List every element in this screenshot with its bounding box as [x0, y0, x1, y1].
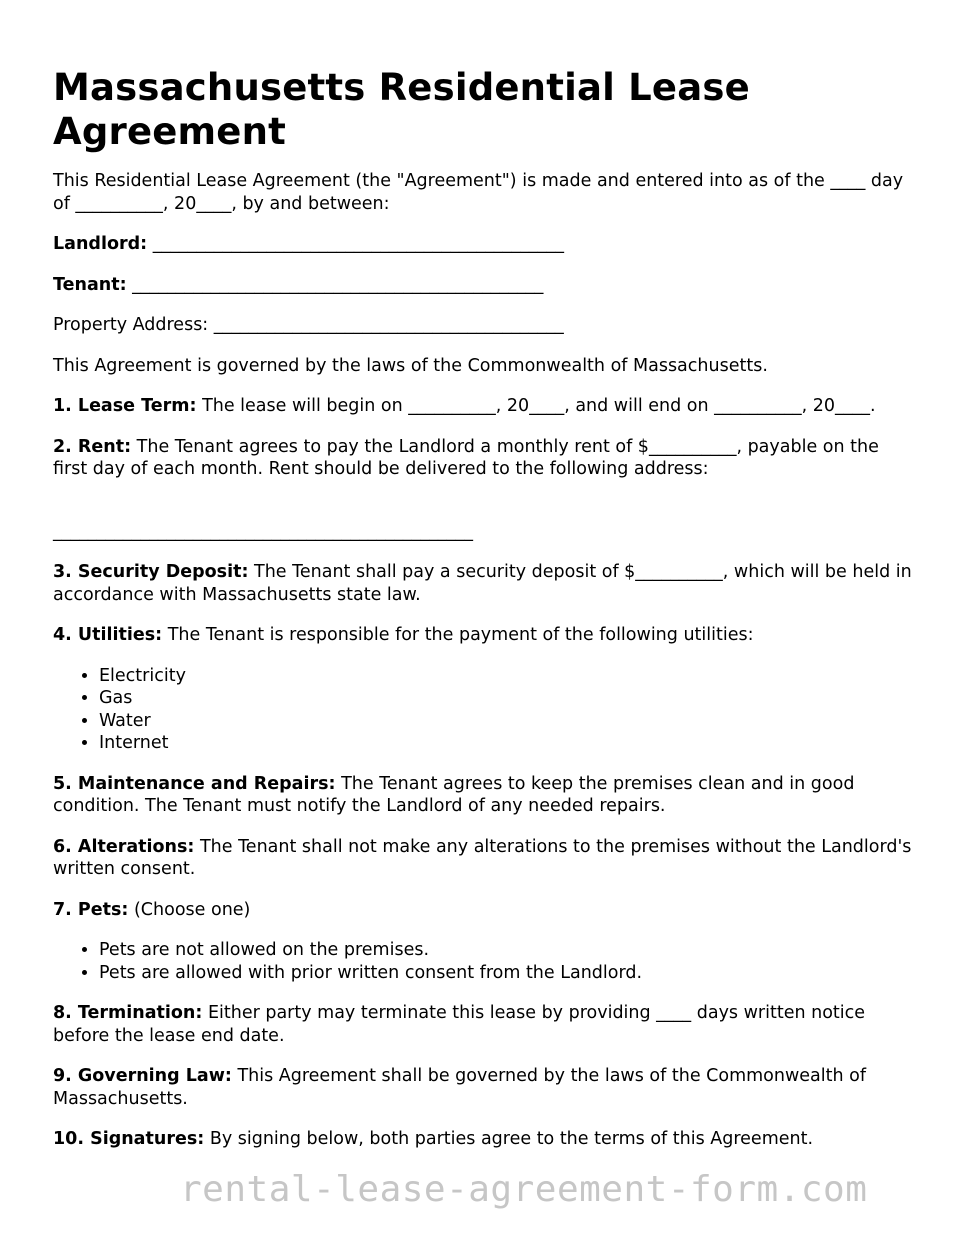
- document-page: [53, 66, 913, 1169]
- landlord-line: [53, 233, 913, 256]
- section-maintenance: [53, 773, 913, 818]
- section-heading: 10. Signatures:: [53, 1129, 205, 1149]
- section-heading: 1. Lease Term:: [53, 396, 197, 416]
- document-title: Massachusetts Residential Lease Agreement: [53, 66, 750, 153]
- list-item: • Pets are allowed with prior written consent from the Landlord.: [99, 962, 913, 985]
- section-termination: [53, 1002, 913, 1047]
- governed-statement: This Agreement is governed by the laws of the Commonwealth of Massachusetts.: [53, 355, 768, 376]
- tenant-blank: _______________________________________________: [132, 274, 544, 295]
- section-heading: 6. Alterations:: [53, 836, 195, 857]
- section-pets: [53, 899, 913, 922]
- property-address-line: Property Address: ________________________________________: [53, 315, 564, 335]
- list-item: • Internet: [99, 732, 913, 755]
- section-signatures: [53, 1128, 913, 1151]
- landlord-blank: _______________________________________________: [152, 234, 564, 254]
- landlord-label: Landlord:: [53, 234, 148, 254]
- pets-options-list: [53, 939, 913, 984]
- section-governing-law: [53, 1065, 913, 1110]
- section-text: By signing below, both parties agree to the terms of this Agreement.: [209, 1129, 814, 1149]
- section-text: The Tenant shall not make any alterations to the premises without the Landlord's written consent.: [53, 836, 912, 879]
- section-rent: [53, 436, 913, 481]
- section-text: Either party may terminate this lease by providing ____ days written notice before the lease end date.: [53, 1003, 866, 1046]
- section-alterations: [53, 836, 913, 881]
- section-heading: 9. Governing Law:: [53, 1066, 232, 1086]
- list-item: • Electricity: [99, 665, 913, 688]
- section-heading: 5. Maintenance and Repairs:: [53, 773, 336, 794]
- section-lease-term: [53, 395, 913, 418]
- rent-address-blank: ________________________________________________: [53, 521, 473, 542]
- list-item: • Water: [99, 710, 913, 733]
- list-item: • Pets are not allowed on the premises.: [99, 939, 913, 962]
- utilities-list: [53, 665, 913, 755]
- section-text: The Tenant agrees to pay the Landlord a monthly rent of $__________, payable on the first day of each month. Rent should be delivered to the following address:: [53, 436, 879, 479]
- section-security-deposit: [53, 561, 913, 606]
- section-text: The Tenant is responsible for the payment of the following utilities:: [167, 625, 754, 645]
- tenant-line: [53, 274, 913, 297]
- section-text: This Agreement shall be governed by the laws of the Commonwealth of Massachusetts.: [53, 1066, 867, 1109]
- section-heading: 4. Utilities:: [53, 625, 163, 645]
- section-heading: 7. Pets:: [53, 899, 129, 920]
- section-text: The lease will begin on __________, 20____, and will end on __________, 20____.: [202, 396, 876, 416]
- section-utilities: [53, 624, 913, 647]
- tenant-label: Tenant:: [53, 274, 127, 295]
- watermark: rental-lease-agreement-form.com: [180, 1169, 868, 1210]
- intro-paragraph: This Residential Lease Agreement (the "Agreement") is made and entered into as of the ____ day of __________, 20____, by and between:: [53, 171, 904, 214]
- list-item: • Gas: [99, 687, 913, 710]
- section-text: The Tenant agrees to keep the premises clean and in good condition. The Tenant must notify the Landlord of any needed repairs.: [53, 773, 855, 816]
- section-text: (Choose one): [133, 899, 251, 920]
- section-heading: 2. Rent:: [53, 436, 132, 457]
- section-heading: 3. Security Deposit:: [53, 562, 249, 582]
- section-heading: 8. Termination:: [53, 1003, 203, 1023]
- section-text: The Tenant shall pay a security deposit of $__________, which will be held in accordance with Massachusetts state law.: [53, 562, 912, 605]
